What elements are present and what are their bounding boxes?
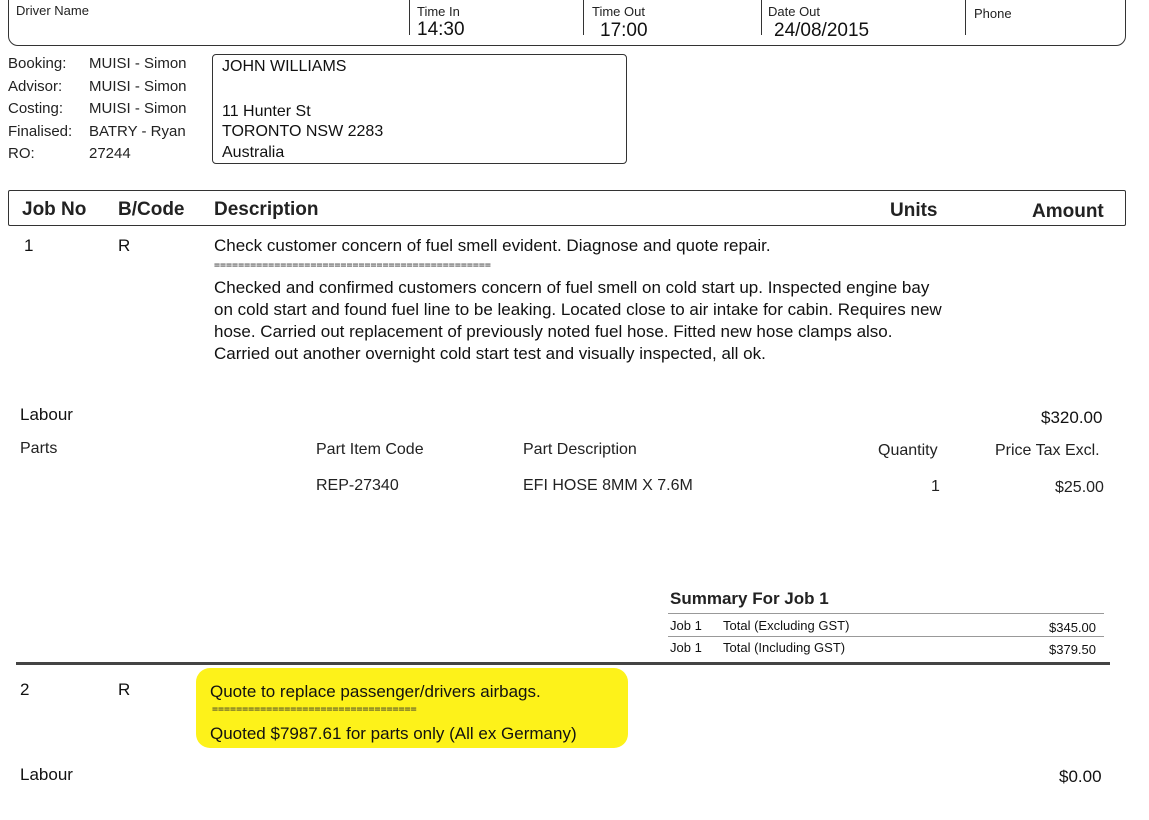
customer-street: 11 Hunter St — [222, 103, 311, 120]
job2-number: 2 — [20, 680, 30, 699]
job2-separator: ================================== — [212, 704, 417, 715]
part-price-header: Price Tax Excl. — [995, 442, 1100, 459]
booking-value: MUISI - Simon — [89, 55, 187, 72]
advisor-value: MUISI - Simon — [89, 77, 187, 95]
driver-name-label: Driver Name — [16, 3, 89, 18]
summary-row2-label: Total (Including GST) — [723, 640, 846, 655]
costing-value: MUISI - Simon — [89, 100, 187, 117]
staff-values — [89, 53, 187, 166]
customer-country: Australia — [222, 144, 285, 161]
part-description: EFI HOSE 8MM X 7.6M — [523, 477, 693, 494]
phone-label: Phone — [974, 6, 1012, 21]
customer-name: JOHN WILLIAMS — [222, 58, 347, 75]
description-header: Description — [214, 199, 319, 220]
summary-row2-amount: $379.50 — [1049, 642, 1096, 657]
part-quantity: 1 — [931, 478, 940, 495]
date-out-label: Date Out — [768, 4, 821, 19]
job1-number: 1 — [24, 236, 34, 255]
time-out-label: Time Out — [592, 4, 645, 19]
job2-labour-label: Labour — [20, 765, 73, 784]
part-description-header: Part Description — [523, 441, 637, 458]
time-in-value: 14:30 — [417, 19, 465, 40]
finalised-label: Finalised: — [8, 122, 73, 140]
job1-bcode: R — [118, 236, 131, 255]
part-quantity-header: Quantity — [878, 442, 938, 459]
job2-line1: Quote to replace passenger/drivers airbags. — [210, 682, 541, 701]
part-code-header: Part Item Code — [316, 441, 424, 458]
header-box — [8, 0, 1126, 46]
header-divider — [761, 0, 762, 35]
job1-labour-amount: $320.00 — [1041, 408, 1103, 427]
staff-labels — [8, 53, 72, 166]
parts-label: Parts — [20, 440, 58, 457]
header-divider — [583, 0, 584, 35]
part-price: $25.00 — [1055, 479, 1104, 496]
summary-row1-label: Total (Excluding GST) — [723, 618, 850, 633]
amount-header: Amount — [1032, 201, 1104, 222]
job2-line2: Quoted $7987.61 for parts only (All ex Germany) — [210, 724, 577, 743]
job2-bcode: R — [118, 680, 131, 699]
job-divider — [16, 662, 1110, 665]
job1-concern: Check customer concern of fuel smell evident. Diagnose and quote repair. — [214, 236, 771, 255]
header-divider — [965, 0, 966, 35]
bcode-header: B/Code — [118, 199, 185, 220]
summary-row1-amount: $345.00 — [1049, 620, 1096, 635]
ro-label: RO: — [8, 145, 35, 162]
summary-row1-job: Job 1 — [670, 618, 702, 633]
job1-separator: ============================================== — [214, 260, 491, 271]
booking-label: Booking: — [8, 55, 67, 72]
summary-title: Summary For Job 1 — [670, 589, 829, 608]
customer-city: TORONTO NSW 2283 — [222, 123, 384, 140]
header-divider — [409, 0, 410, 35]
finalised-value: BATRY - Ryan — [89, 122, 186, 140]
summary-rule — [668, 613, 1104, 614]
summary-row2-job: Job 1 — [670, 640, 702, 655]
time-in-label: Time In — [417, 4, 460, 19]
job2-labour-amount: $0.00 — [1059, 767, 1102, 786]
costing-label: Costing: — [8, 100, 64, 117]
job1-labour-label: Labour — [20, 405, 73, 424]
units-header: Units — [890, 200, 938, 221]
job-no-header: Job No — [22, 199, 87, 220]
advisor-label: Advisor: — [8, 77, 63, 95]
time-out-value: 17:00 — [600, 20, 648, 41]
ro-value: 27244 — [89, 145, 131, 162]
date-out-value: 24/08/2015 — [774, 20, 870, 41]
job1-findings: Checked and confirmed customers concern of fuel smell on cold start up. Inspected engine bay on cold start and found fuel line to be leaking. Located close to air intake for cabin. Requires new hose. Carried out replacement of previously noted fuel hose. Fitted new hose clamps also. Carried out another overnight cold start test and visually inspected, all ok. — [214, 278, 942, 363]
summary-rule — [668, 636, 1104, 637]
part-code: REP-27340 — [316, 477, 399, 494]
